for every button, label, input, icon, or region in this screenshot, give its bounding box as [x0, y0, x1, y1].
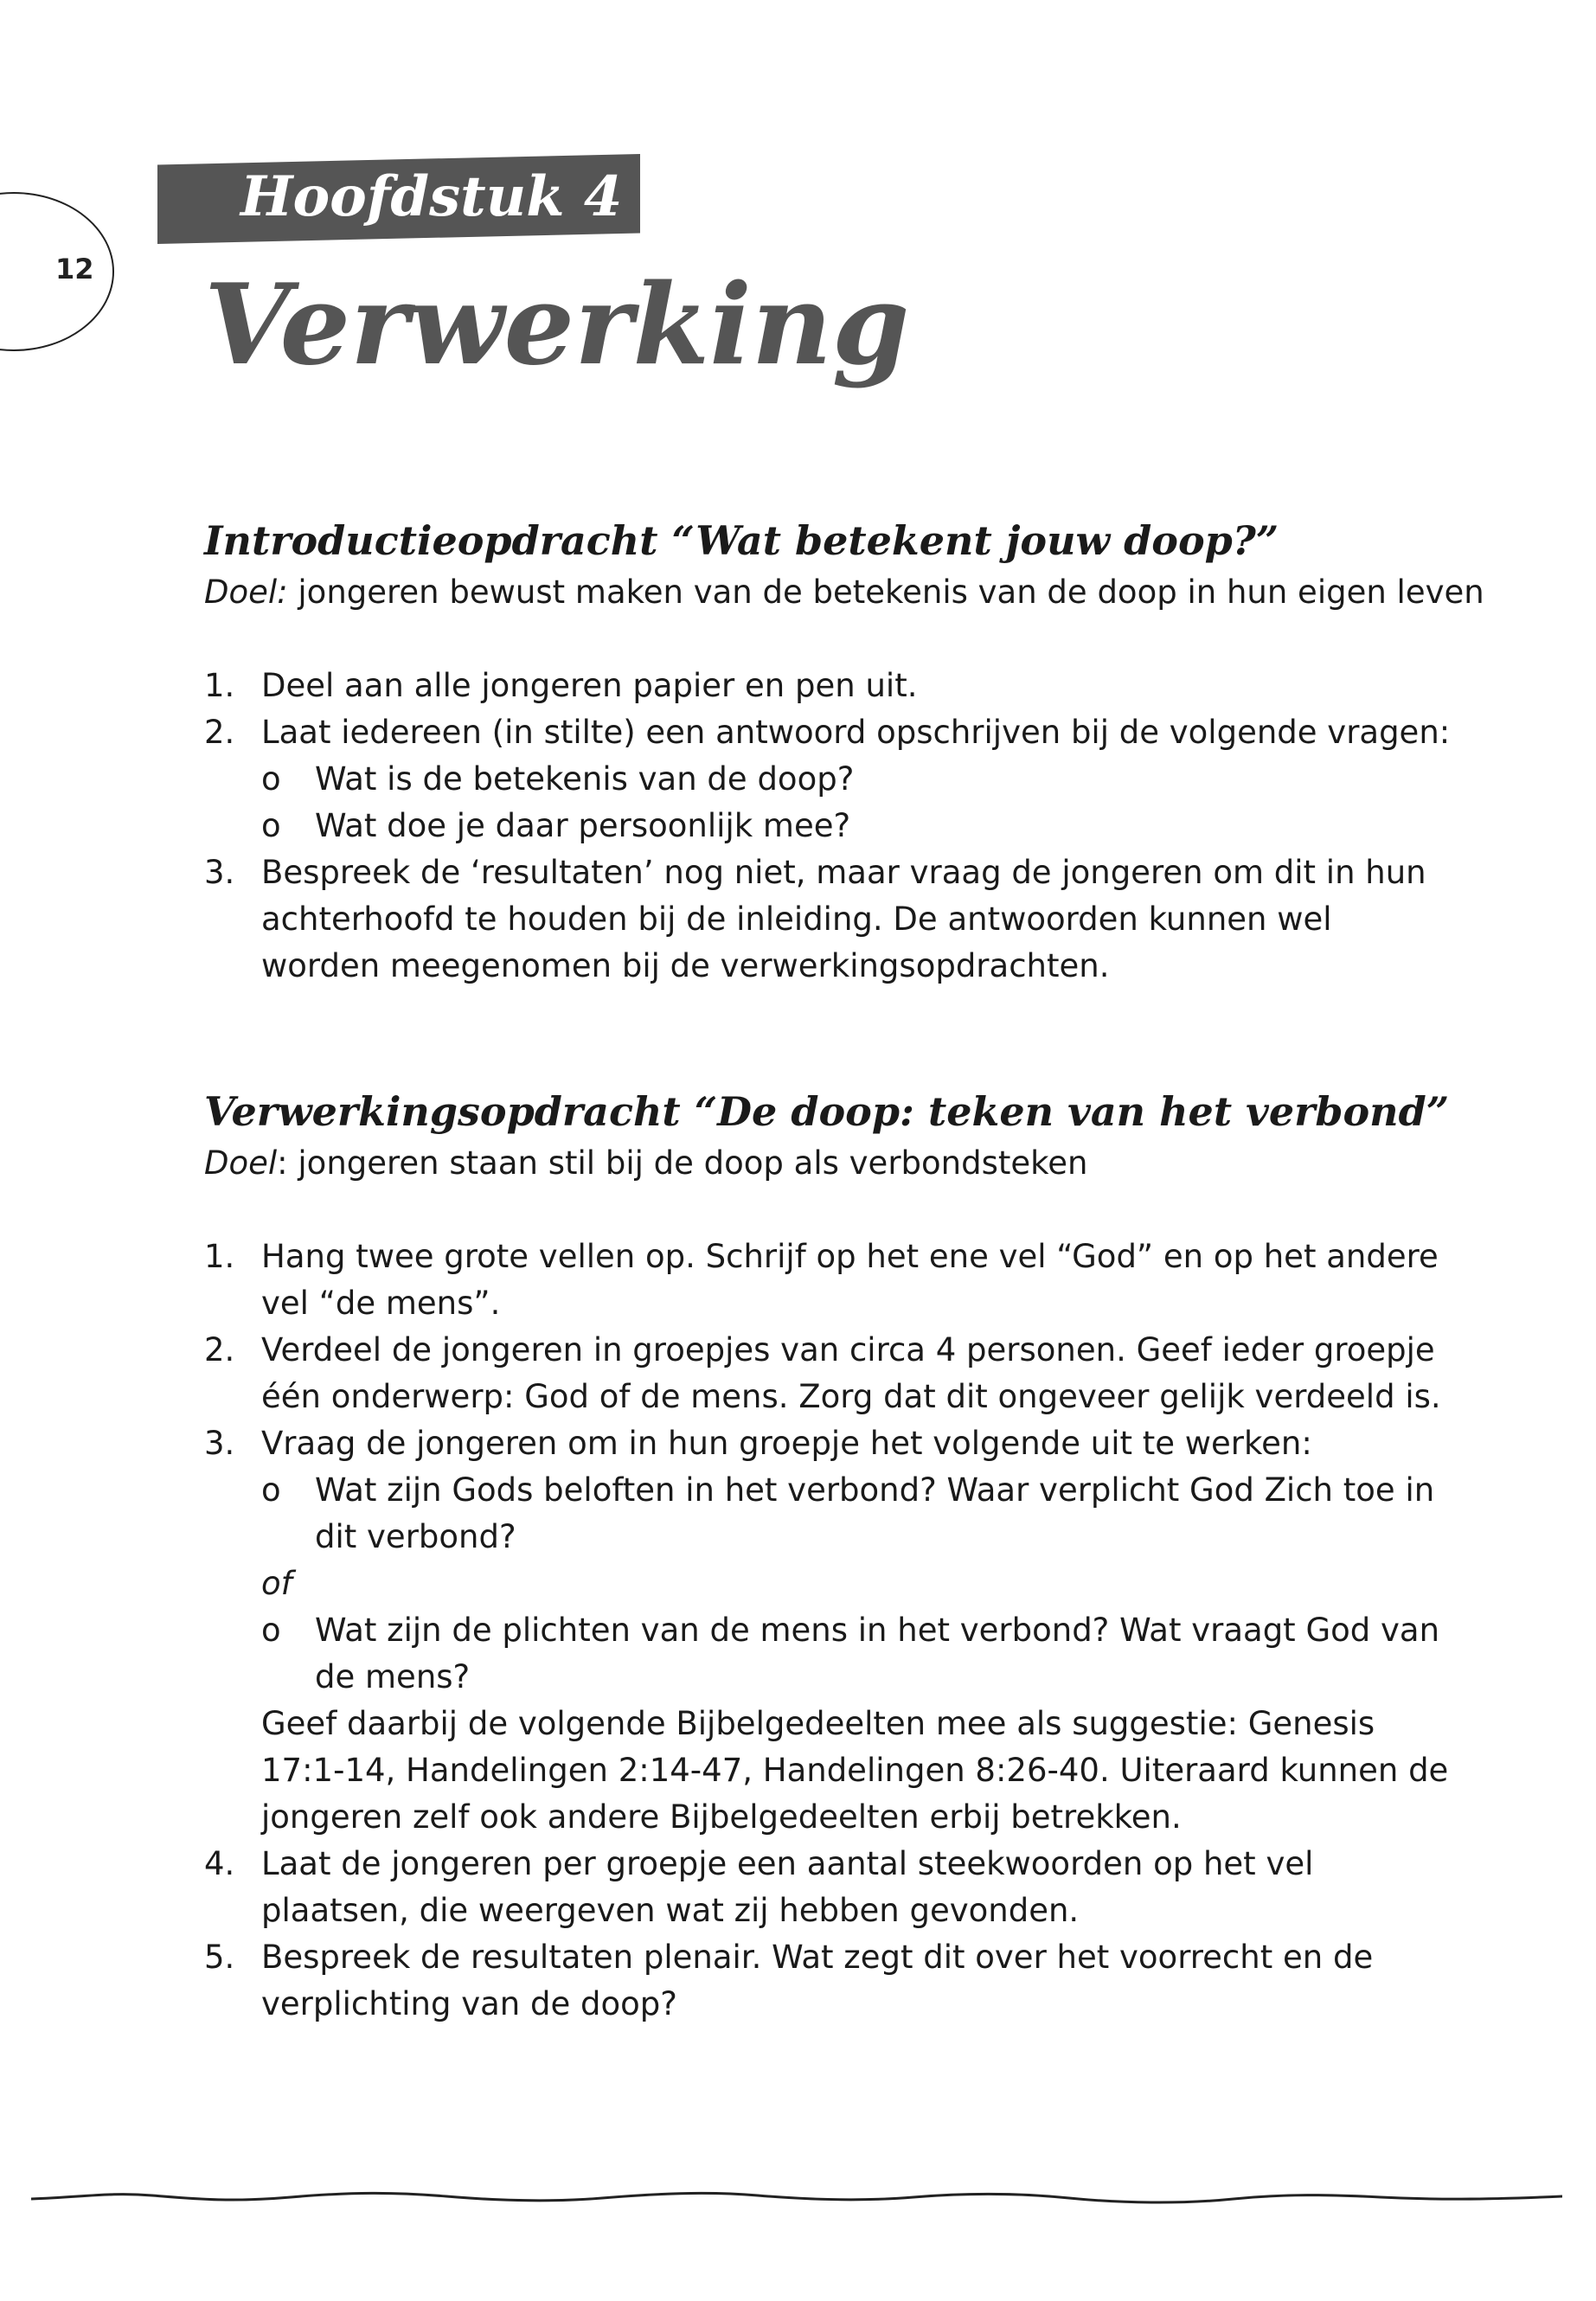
- sub-list: [261, 1467, 1458, 1561]
- list-item: [204, 709, 1458, 849]
- item-number: 3.: [204, 1425, 235, 1462]
- item-text: Bespreek de resultaten plenair. Wat zegt dit over het voorrecht en de verplichting van de doop?: [261, 1939, 1374, 2022]
- item-text: Vraag de jongeren om in hun groepje het volgende uit te werken:: [261, 1425, 1312, 1462]
- item-number: 5.: [204, 1939, 235, 1976]
- sub-list-item: [261, 1607, 1458, 1701]
- sub-item-text: Wat doe je daar persoonlijk mee?: [315, 807, 851, 844]
- item-text: Deel aan alle jongeren papier en pen uit.: [261, 667, 918, 704]
- goal-label: Doel: [204, 1144, 278, 1182]
- bullet-marker: o: [261, 1471, 281, 1509]
- sub-list: [261, 756, 1458, 849]
- item-number: 1.: [204, 667, 235, 704]
- item-number: 2.: [204, 714, 235, 751]
- section-introduction: [204, 512, 1484, 990]
- item-text: Verdeel de jongeren in groepjes van circa 4 personen. Geef ieder groepje één onderwerp: God of de mens. Zorg dat dit ongeveer gelijk verdeeld is.: [261, 1331, 1441, 1415]
- item-extra-text: Geef daarbij de volgende Bijbelgedeelten mee als suggestie: Genesis 17:1-14, Handelingen 2:14-47, Handelingen 8:26-40. Uiteraard kunnen de jongeren zelf ook andere Bijbelgedeelten erbij betrekken.: [261, 1705, 1449, 1836]
- section-title: Introductieopdracht “Wat betekent jouw doop?”: [204, 517, 1279, 564]
- sub-list: [261, 1607, 1458, 1701]
- goal-text: : jongeren staan stil bij de doop als verbondsteken: [277, 1144, 1088, 1182]
- bullet-marker: o: [261, 760, 281, 798]
- goal-text: jongeren bewust maken van de betekenis van de doop in hun eigen leven: [287, 574, 1484, 611]
- list-item: [204, 1327, 1458, 1420]
- item-text: Hang twee grote vellen op. Schrijf op het ene vel “God” en op het andere vel “de mens”.: [261, 1238, 1439, 1322]
- list-item: [204, 1841, 1458, 1934]
- section-processing: [204, 1083, 1458, 2028]
- section-title: Verwerkingsopdracht “De doop: teken van het verbond”: [204, 1088, 1450, 1135]
- list-item: [204, 1934, 1458, 2028]
- sub-item-text: Wat zijn Gods beloften in het verbond? Waar verplicht God Zich toe in dit verbond?: [315, 1471, 1435, 1555]
- item-number: 3.: [204, 854, 235, 891]
- sub-list-item: [261, 803, 1458, 849]
- sub-list-item: [261, 756, 1458, 803]
- item-text: Laat iedereen (in stilte) een antwoord opschrijven bij de volgende vragen:: [261, 714, 1451, 751]
- item-text: Laat de jongeren per groepje een aantal steekwoorden op het vel plaatsen, die weergeven wat zij hebben gevonden.: [261, 1845, 1314, 1929]
- goal-label: Doel:: [204, 574, 288, 611]
- instruction-list: [204, 663, 1458, 990]
- page-number: 12: [55, 253, 94, 285]
- or-separator: of: [261, 1565, 292, 1602]
- section-spacer: [204, 990, 1458, 1083]
- bullet-marker: o: [261, 807, 281, 844]
- content: [204, 512, 1484, 2028]
- list-item: [204, 663, 1458, 709]
- instruction-list: [204, 1234, 1458, 2028]
- item-number: 1.: [204, 1238, 235, 1275]
- list-item: [204, 1420, 1458, 1841]
- item-number: 4.: [204, 1845, 235, 1882]
- footer-wavy-line: [31, 2180, 1562, 2214]
- section-goal: [204, 1140, 1458, 1187]
- chapter-label: Hoofdstuk 4: [240, 164, 623, 229]
- list-item: [204, 1234, 1458, 1327]
- sub-list-item: [261, 1467, 1458, 1561]
- item-number: 2.: [204, 1331, 235, 1368]
- item-text: Bespreek de ‘resultaten’ nog niet, maar vraag de jongeren om dit in hun achterhoofd te houden bij de inleiding. De antwoorden kunnen wel worden meegenomen bij de verwerkingsopdrachten.: [261, 854, 1426, 984]
- sub-item-text: Wat is de betekenis van de doop?: [315, 760, 855, 798]
- section-goal: [204, 569, 1484, 616]
- sub-item-text: Wat zijn de plichten van de mens in het verbond? Wat vraagt God van de mens?: [315, 1612, 1440, 1695]
- bullet-marker: o: [261, 1612, 281, 1649]
- list-item: [204, 849, 1458, 990]
- page-title: Verwerking: [204, 260, 910, 390]
